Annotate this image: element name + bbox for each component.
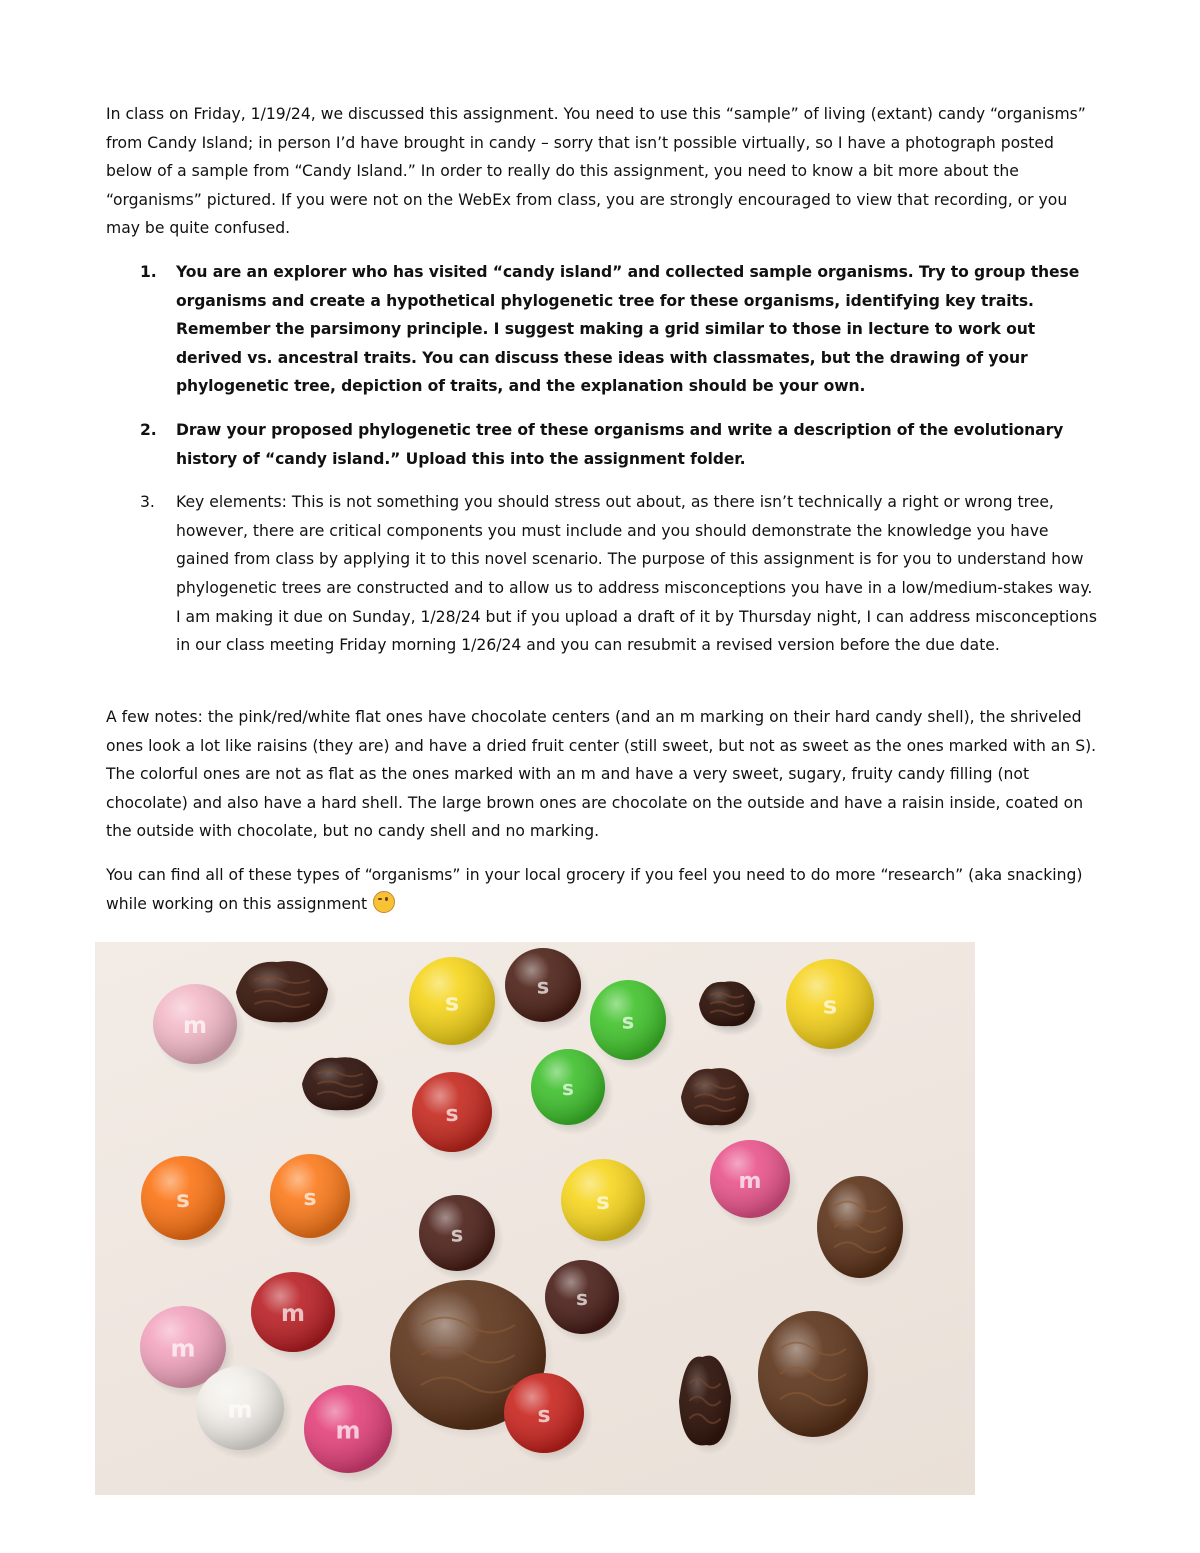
candy-mark: m xyxy=(170,1334,196,1363)
list-item xyxy=(140,488,1098,660)
candy-s-candy xyxy=(270,1154,359,1248)
candy-mark: s xyxy=(537,1402,551,1428)
candy-s-candy xyxy=(419,1195,504,1281)
list-item-text: Key elements: This is not something you should stress out about, as there isn’t technically a right or wrong tree, however, there are critical components you must include and you should demonstrate the knowledge you have gained from class by applying it to this novel scenario. The purpose of this assignment is for you to understand how phylogenetic trees are constructed and to allow us to address misconceptions you have in a low/medium-stakes way. I am making it due on Sunday, 1/28/24 but if you upload a draft of it by Thursday night, I can address misconceptions in our class meeting Friday morning 1/26/24 and you can resubmit a revised version before the due date. xyxy=(176,493,1097,655)
candy-photo-canvas xyxy=(95,942,975,1495)
candy-raisin xyxy=(679,1356,740,1455)
candy-raisin xyxy=(699,981,764,1036)
intro-paragraph xyxy=(106,100,1098,243)
candy-mark: s xyxy=(450,1222,464,1247)
closing-paragraph xyxy=(106,861,1098,918)
candy-m-candy xyxy=(710,1140,799,1228)
winking-face-icon xyxy=(373,891,395,913)
candy-s-candy xyxy=(590,980,675,1070)
list-item xyxy=(140,258,1098,401)
candy-mark: s xyxy=(444,988,460,1017)
candy-chocolate-raisin xyxy=(758,1311,877,1447)
intro-text: In class on Friday, 1/19/24, we discussed this assignment. You need to use this “sample” of living (extant) candy “organisms” from Candy Island; in person I’d have brought in candy – sorry that isn’t possible virtually, so I have a photograph posted below of a sample from “Candy Island.” In order to really do this assignment, you need to know a bit more about the “organisms” pictured. If you were not on the WebEx from class, you are strongly encouraged to view that recording, or you may be quite confused. xyxy=(106,105,1086,238)
candy-s-candy xyxy=(409,957,504,1055)
list-item-text: Draw your proposed phylogenetic tree of these organisms and write a description of the evolutionary history of “candy island.” Upload this into the assignment folder. xyxy=(176,420,1064,468)
candy-s-candy xyxy=(504,1373,593,1463)
closing-text: You can find all of these types of “organisms” in your local grocery if you feel you need to do more “research” (aka snacking) while working on this assignment xyxy=(106,866,1083,913)
list-item-number: 1. xyxy=(140,263,157,281)
candy-s-candy xyxy=(505,948,590,1032)
candy-chocolate-raisin xyxy=(817,1176,912,1288)
candy-mark: s xyxy=(536,974,550,999)
candy-s-candy xyxy=(786,959,883,1059)
candy-mark: s xyxy=(445,1101,459,1127)
list-item-number: 3. xyxy=(140,493,155,512)
candy-mark: s xyxy=(176,1187,190,1214)
candy-s-candy xyxy=(545,1260,628,1344)
candy-m-candy xyxy=(251,1272,344,1362)
candy-mark: m xyxy=(183,1013,207,1040)
instruction-list xyxy=(140,258,1098,675)
candy-m-candy xyxy=(196,1366,293,1460)
candy-s-candy xyxy=(412,1072,501,1162)
candy-mark: s xyxy=(303,1185,317,1211)
candy-s-candy xyxy=(531,1049,614,1135)
candy-mark: s xyxy=(596,1189,610,1216)
candy-mark: s xyxy=(822,991,838,1020)
candy-raisin xyxy=(236,961,337,1032)
candy-mark: m xyxy=(335,1416,361,1445)
candy-mark: s xyxy=(621,1009,635,1034)
candy-island-photo xyxy=(95,942,975,1495)
candy-mark: m xyxy=(738,1168,762,1194)
candy-s-candy xyxy=(141,1156,234,1250)
candy-raisin xyxy=(681,1068,758,1135)
candy-mark: m xyxy=(281,1301,305,1328)
candy-s-candy xyxy=(561,1159,654,1251)
list-item xyxy=(140,416,1098,473)
candy-mark: m xyxy=(227,1395,253,1424)
candy-mark: s xyxy=(562,1076,574,1101)
notes-paragraph xyxy=(106,703,1098,846)
candy-m-candy xyxy=(153,984,246,1074)
list-item-text: You are an explorer who has visited “candy island” and collected sample organisms. Try to group these organisms and create a hypothetical phylogenetic tree for these organisms, identifying key traits. Remember the parsimony principle. I suggest making a grid similar to those in lecture to work out derived vs. ancestral traits. You can discuss these ideas with classmates, but the drawing of your phylogenetic tree, depiction of traits, and the explanation should be your own. xyxy=(176,263,1080,396)
notes-text: A few notes: the pink/red/white flat ones have chocolate centers (and an m marking on their hard candy shell), the shriveled ones look a lot like raisins (they are) and have a dried fruit center (still sweet, but not as sweet as the ones marked with an S). The colorful ones are not as flat as the ones marked with an m and have a very sweet, sugary, fruity candy filling (not chocolate) and also have a hard shell. The large brown ones are chocolate on the outside and have a raisin inside, coated on the outside with chocolate, but no candy shell and no marking. xyxy=(106,708,1097,841)
candy-mark: s xyxy=(576,1286,588,1311)
list-item-number: 2. xyxy=(140,420,157,439)
candy-raisin xyxy=(302,1057,387,1120)
candy-m-candy xyxy=(304,1385,401,1483)
